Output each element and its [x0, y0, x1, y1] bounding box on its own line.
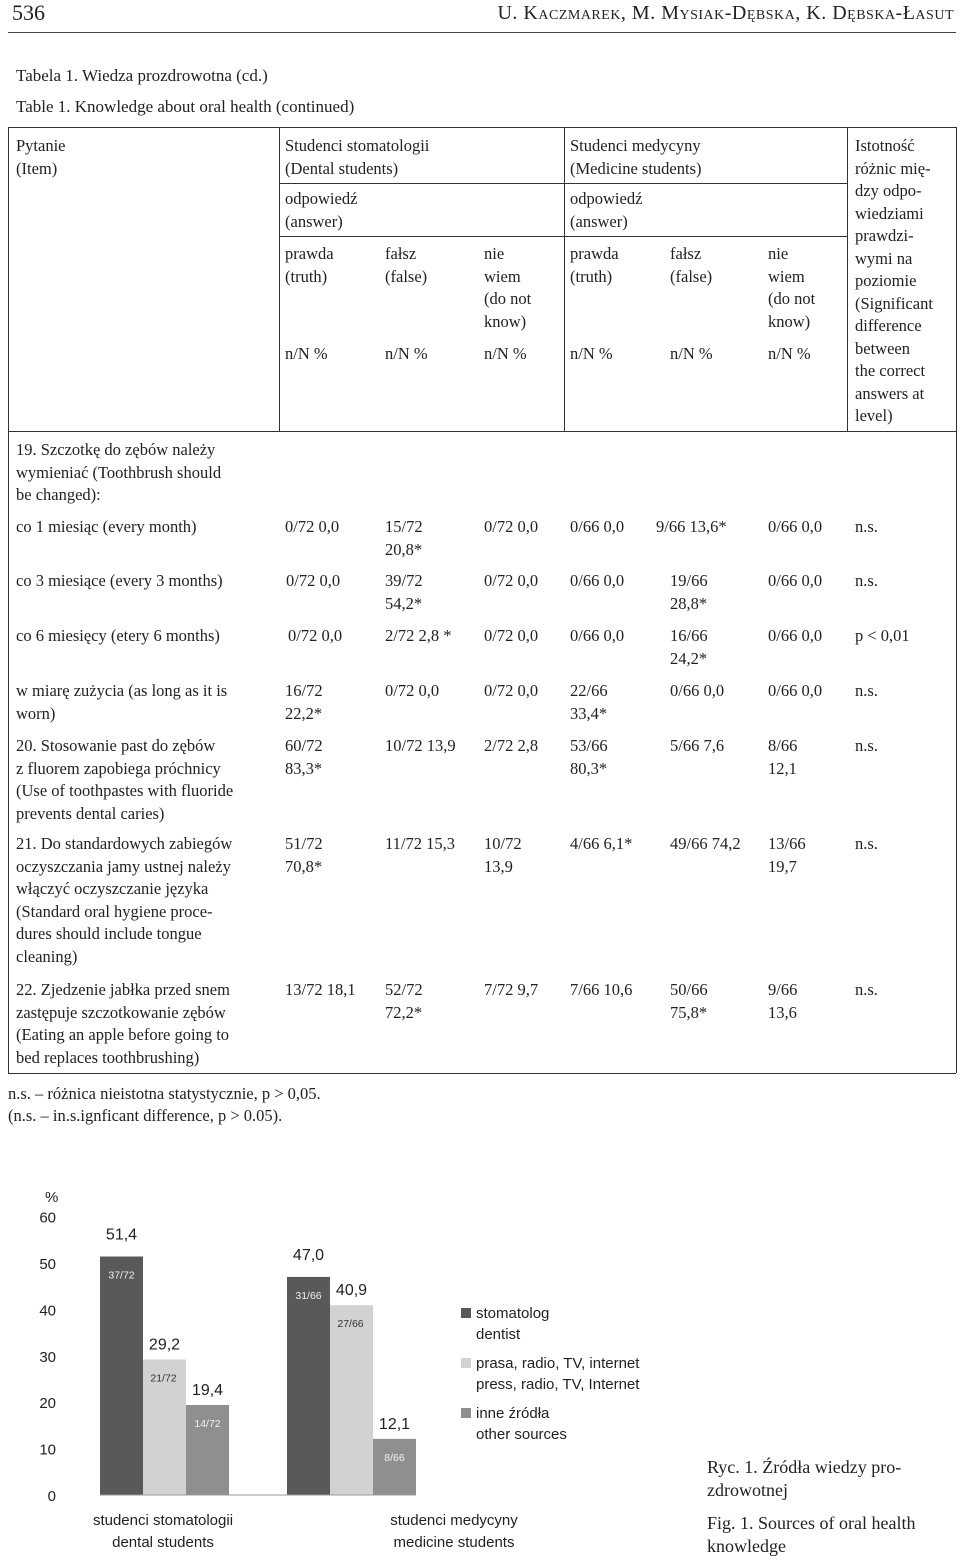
table-cell: 53/66: [570, 736, 608, 755]
figure-caption-pl-line: zdrowotnej: [707, 1480, 788, 1500]
table-cell: 0/72 0,0: [385, 681, 440, 700]
bar: [100, 1257, 143, 1495]
column-header-significance: the correct: [855, 361, 926, 380]
bar-value-label: 19,4: [191, 1381, 224, 1399]
column-header-significance: wiedziami: [855, 203, 924, 223]
bar-count-label: 31/66: [295, 1289, 322, 1302]
table-rule: [279, 127, 280, 431]
group-header-dental: Studenci stomatologii: [285, 136, 430, 155]
table-caption-en: Table 1. Knowledge about oral health (continued): [16, 97, 355, 116]
column-header-significance: between: [855, 338, 910, 358]
column-header-significance: answers at: [855, 383, 925, 403]
figure-caption-pl: [707, 1456, 901, 1502]
bar-value-label: 47,0: [292, 1246, 325, 1264]
table-cell: 20,8*: [385, 539, 423, 559]
question-19: be changed):: [16, 485, 101, 504]
table-rule: [279, 183, 847, 184]
column-header-significance: difference: [855, 316, 922, 335]
table-cell: 24,2*: [670, 648, 708, 668]
column-header-significance: prawdzi-: [855, 226, 914, 245]
table-cell: 0/72 0,0: [484, 571, 539, 590]
running-header-authors: U. Kaczmarek, M. Mysiak-Dębska, K. Dębska-Łasut: [497, 2, 954, 24]
legend-label: press, radio, TV, Internet: [476, 1376, 640, 1393]
table-rule: [279, 236, 847, 237]
group-header-medicine: Studenci medycyny: [570, 136, 701, 155]
column-header-significance: różnic mię-: [855, 158, 931, 178]
table-cell: 49/66 74,2: [670, 834, 741, 853]
table-cell: n.s.: [855, 980, 878, 999]
legend-label: other sources: [476, 1426, 567, 1443]
table-cell: 19,7: [768, 856, 797, 876]
table-cell: 2/72 2,8: [484, 736, 539, 755]
table-cell: 0/66 0,0: [768, 626, 823, 645]
bar: [373, 1439, 416, 1495]
table-cell: 0/66 0,0: [670, 681, 725, 700]
table-row-item: prevents dental caries): [16, 803, 165, 823]
table-rule: [8, 431, 956, 432]
table-cell: n.s.: [855, 736, 878, 755]
table-cell: 0/72 0,0: [285, 517, 340, 536]
column-header-significance: dzy odpo-: [855, 181, 922, 200]
table-row-item: (Standard oral hygiene proce-: [16, 901, 213, 921]
page-number: 536: [12, 0, 45, 25]
bar-value-label: 51,4: [105, 1226, 138, 1244]
column-header-false: fałsz: [670, 244, 702, 263]
column-header-dont-know: nie: [768, 244, 789, 263]
table-footnote: [8, 1083, 321, 1127]
table-cell: 33,4*: [570, 703, 608, 723]
table-cell: 52/72: [385, 980, 423, 999]
column-header-truth: (truth): [570, 266, 613, 286]
bar-value-label: 29,2: [148, 1336, 181, 1354]
y-axis-label: %: [45, 1189, 59, 1206]
table-cell: 4/66 6,1*: [570, 834, 633, 853]
table-row-item: włączyć oczyszczanie języka: [16, 879, 209, 898]
table-cell: 0/72 0,0: [484, 681, 539, 700]
question-19: wymieniać (Toothbrush should: [16, 462, 222, 482]
figure-caption-en-line: knowledge: [707, 1536, 786, 1556]
table-caption-pl: Tabela 1. Wiedza prozdrowotna (cd.): [16, 66, 268, 85]
legend-swatch: [461, 1358, 471, 1368]
y-tick-label: 40: [39, 1302, 56, 1320]
column-header-nN: n/N %: [285, 344, 328, 363]
figure-caption-pl-line: Ryc. 1. Źródła wiedzy pro-: [707, 1457, 902, 1477]
table-cell: 60/72: [285, 736, 323, 755]
table-row-item: co 3 miesiące (every 3 months): [16, 571, 223, 590]
column-header-nN: n/N %: [484, 344, 527, 363]
table-cell: n.s.: [855, 681, 878, 700]
column-header-nN: n/N %: [570, 344, 613, 363]
table-cell: 0/66 0,0: [768, 681, 823, 700]
table-cell: 15/72: [385, 517, 423, 536]
subheader-answer: (answer): [570, 211, 628, 231]
table-cell: 0/72 0,0: [484, 626, 539, 645]
category-label: studenci medycyny: [390, 1512, 518, 1529]
column-header-false: (false): [670, 266, 713, 286]
table-cell: 11/72 15,3: [385, 834, 455, 853]
table-row-item: (Eating an apple before going to: [16, 1025, 230, 1044]
column-header-false: fałsz: [385, 244, 417, 263]
table-cell: 19/66: [670, 571, 708, 590]
table-cell: 16/66: [670, 626, 708, 645]
column-header-dont-know: wiem: [484, 266, 521, 286]
subheader-answer: odpowiedź: [285, 189, 358, 208]
table-cell: 83,3*: [285, 758, 323, 778]
category-label: dental students: [112, 1534, 214, 1551]
bar: [287, 1277, 330, 1495]
group-header-dental: (Dental students): [285, 158, 399, 178]
table-row-item: cleaning): [16, 946, 78, 966]
column-header-item: Pytanie: [16, 136, 66, 155]
table-row-item: w miarę zużycia (as long as it is: [16, 681, 228, 700]
column-header-dont-know: wiem: [768, 266, 805, 286]
column-header-truth: (truth): [285, 266, 328, 286]
column-header-nN: n/N %: [768, 344, 811, 363]
column-header-dont-know: nie: [484, 244, 505, 263]
table-row-item: 20. Stosowanie past do zębów: [16, 736, 216, 755]
bar-count-label: 37/72: [108, 1269, 135, 1282]
table-cell: 39/72: [385, 571, 423, 590]
table-cell: 22/66: [570, 681, 608, 700]
column-header-dont-know: know): [768, 311, 811, 331]
table-cell: 10/72: [484, 834, 522, 853]
bar-count-label: 21/72: [150, 1372, 177, 1385]
table-cell: 13,6: [768, 1002, 797, 1022]
column-header-significance: (Significant: [855, 293, 933, 313]
column-header-significance: level): [855, 406, 893, 425]
table-rule: [847, 127, 848, 431]
footnote-line-pl: n.s. – różnica nieistotna statystycznie, p > 0,05.: [8, 1084, 321, 1103]
table-row-item: co 6 miesięcy (etery 6 months): [16, 626, 220, 645]
table-cell: n.s.: [855, 571, 878, 590]
table-row-item: bed replaces toothbrushing): [16, 1047, 200, 1067]
table-cell: 0/66 0,0: [768, 571, 823, 590]
table-cell: 10/72 13,9: [385, 736, 456, 755]
column-header-nN: n/N %: [385, 344, 428, 363]
legend-swatch: [461, 1408, 471, 1418]
header-rule: [8, 32, 956, 33]
table-cell: 50/66: [670, 980, 708, 999]
category-label: medicine students: [393, 1534, 515, 1551]
legend-label: inne źródła: [476, 1405, 550, 1422]
table-cell: 0/66 0,0: [570, 517, 625, 536]
bar-value-label: 40,9: [335, 1282, 368, 1300]
bar-count-label: 8/66: [384, 1451, 405, 1464]
table-cell: 9/66: [768, 980, 798, 999]
table-cell: 22,2*: [285, 703, 323, 723]
subheader-answer: odpowiedź: [570, 189, 643, 208]
column-header-significance: wymi na: [855, 248, 913, 268]
table-cell: 2/72 2,8 *: [385, 626, 452, 645]
table-cell: 75,8*: [670, 1002, 708, 1022]
figure-caption-en-line: Fig. 1. Sources of oral health: [707, 1513, 916, 1533]
column-header-significance: Istotność: [855, 136, 915, 155]
table-cell: 0/72 0,0: [484, 517, 539, 536]
table-rule: [564, 127, 565, 431]
table-row-item: (Use of toothpastes with fluoride: [16, 781, 234, 800]
table-row-item: 22. Zjedzenie jabłka przed snem: [16, 980, 230, 999]
table-cell: 13/66: [768, 834, 806, 853]
table-rule: [8, 1073, 956, 1074]
bar-count-label: 27/66: [337, 1318, 364, 1331]
table-cell: 5/66 7,6: [670, 736, 725, 755]
table-cell: 0/66 0,0: [570, 626, 625, 645]
group-header-medicine: (Medicine students): [570, 158, 702, 178]
table-row-item: oczyszczania jamy ustnej należy: [16, 856, 231, 876]
table-cell: 12,1: [768, 758, 797, 778]
column-header-significance: poziomie: [855, 271, 917, 290]
table-cell: 9/66 13,6*: [656, 517, 727, 536]
y-tick-label: 50: [39, 1256, 56, 1273]
table-cell: 7/66 10,6: [570, 980, 633, 999]
column-header-dont-know: know): [484, 311, 527, 331]
table-cell: 0/66 0,0: [570, 571, 625, 590]
table-row-item: zastępuje szczotkowanie zębów: [16, 1002, 226, 1022]
legend-label: stomatolog: [476, 1305, 550, 1322]
y-tick-label: 30: [39, 1348, 56, 1366]
column-header-item: (Item): [16, 158, 58, 178]
bar: [330, 1305, 373, 1495]
table-row-item: dures should include tongue: [16, 924, 202, 943]
table-cell: n.s.: [855, 834, 878, 853]
table-cell: 7/72 9,7: [484, 980, 539, 999]
column-header-nN: n/N %: [670, 344, 713, 363]
bar-value-label: 12,1: [378, 1415, 411, 1433]
footnote-line-en: (n.s. – in.s.ignficant difference, p > 0.05).: [8, 1106, 283, 1125]
legend-label: prasa, radio, TV, internet: [476, 1355, 640, 1372]
table-cell: 28,8*: [670, 593, 708, 613]
table-cell: 13/72 18,1: [285, 980, 356, 999]
subheader-answer: (answer): [285, 211, 343, 231]
table-cell: 16/72: [285, 681, 323, 700]
table-cell: 0/72 0,0: [288, 626, 343, 645]
table-cell: 0/66 0,0: [768, 517, 823, 536]
table-cell: 8/66: [768, 736, 798, 755]
table-cell: 54,2*: [385, 593, 423, 613]
bar-count-label: 14/72: [194, 1417, 221, 1430]
table-cell: 13,9: [484, 856, 513, 876]
sources-bar-chart: [0, 1170, 700, 1561]
column-header-dont-know: (do not: [484, 289, 532, 308]
table-cell: 72,2*: [385, 1002, 423, 1022]
table-rule: [8, 127, 956, 128]
table-cell: 80,3*: [570, 758, 608, 778]
y-tick-label: 20: [39, 1395, 56, 1413]
legend-label: dentist: [476, 1326, 521, 1343]
column-header-false: (false): [385, 266, 428, 286]
table-cell: 51/72: [285, 834, 323, 853]
table-row-item: worn): [16, 703, 56, 723]
table-row-item: 21. Do standardowych zabiegów: [16, 834, 233, 853]
category-label: studenci stomatologii: [92, 1512, 234, 1529]
y-tick-label: 0: [47, 1488, 56, 1505]
y-tick-label: 10: [39, 1441, 56, 1459]
column-header-truth: prawda: [285, 244, 334, 263]
table-rule: [8, 127, 9, 1073]
table-rule: [956, 127, 957, 1073]
y-tick-label: 60: [39, 1209, 56, 1227]
table-cell: 0/72 0,0: [286, 571, 341, 590]
legend-swatch: [461, 1308, 471, 1318]
question-19: 19. Szczotkę do zębów należy: [16, 440, 216, 459]
table-cell: n.s.: [855, 517, 878, 536]
table-row-item: z fluorem zapobiega próchnicy: [16, 758, 221, 778]
column-header-truth: prawda: [570, 244, 619, 263]
table-row-item: co 1 miesiąc (every month): [16, 517, 197, 536]
table-cell: 70,8*: [285, 856, 323, 876]
column-header-dont-know: (do not: [768, 289, 816, 308]
figure-caption-en: [707, 1512, 915, 1558]
table-cell: p < 0,01: [855, 626, 910, 645]
